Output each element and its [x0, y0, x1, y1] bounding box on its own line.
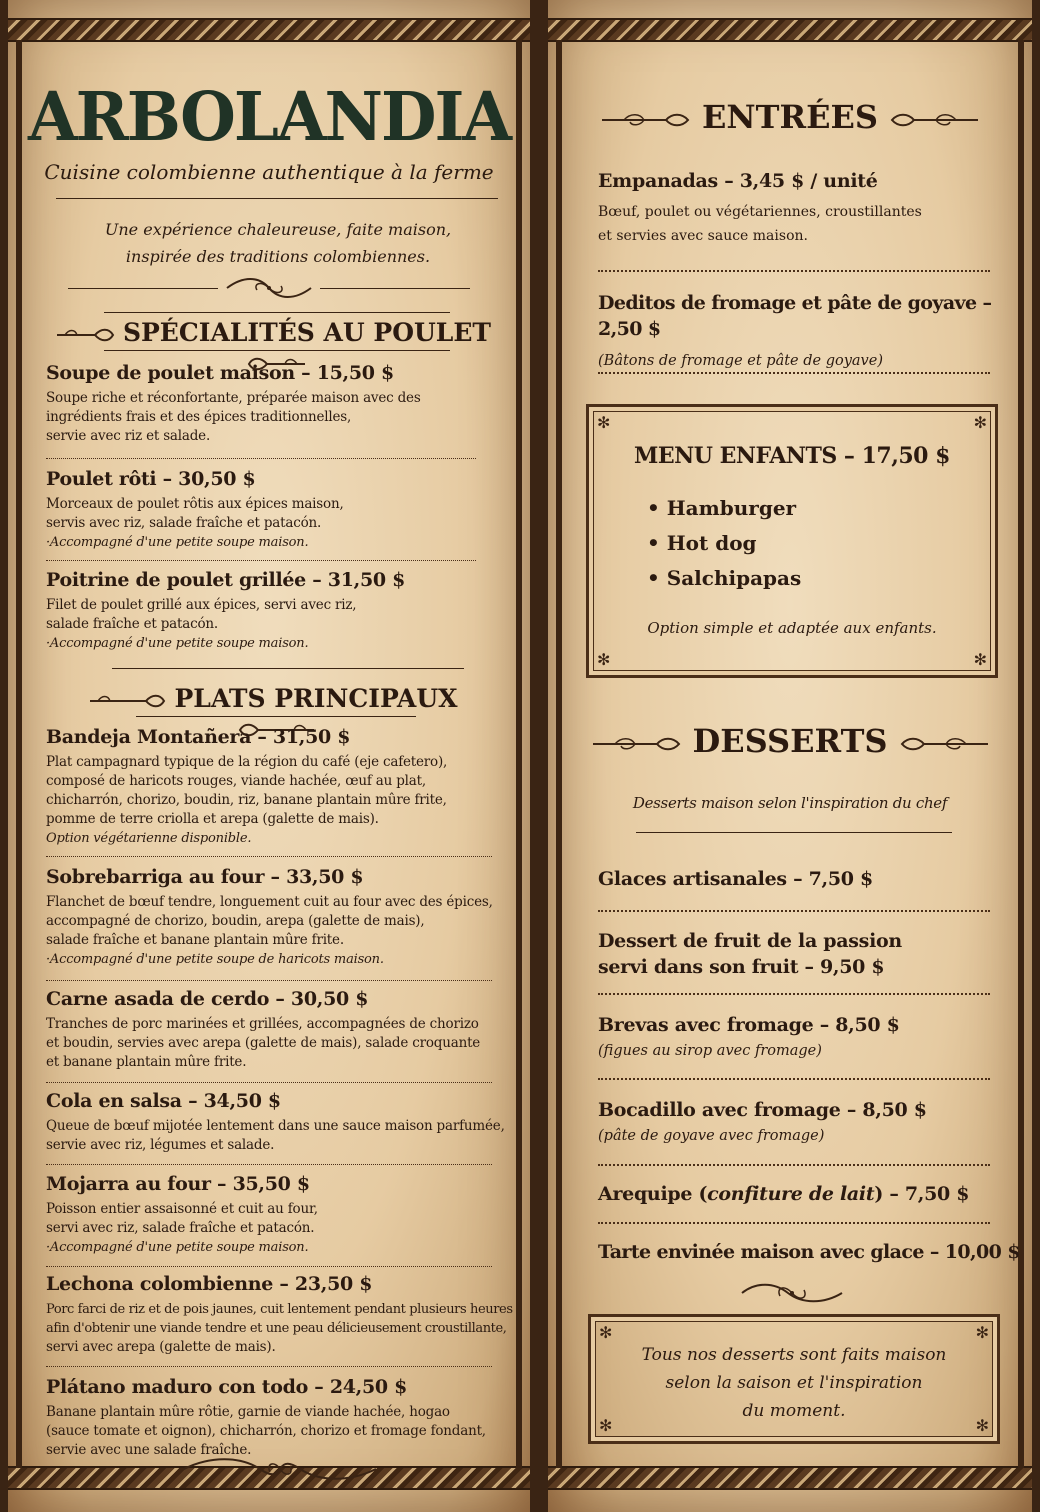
divider [104, 312, 450, 313]
right-flourish-icon [898, 734, 990, 754]
dotted-divider [598, 1222, 990, 1224]
item-note: ·Accompagné d'une petite soupe de haricots maison. [46, 952, 384, 967]
corner-ornament-icon: ✻ [975, 1416, 989, 1435]
item-desc: servi avec arepa (galette de mais). [46, 1339, 276, 1355]
corner-ornament-icon: ✻ [597, 650, 611, 669]
left-flourish-icon [55, 326, 117, 344]
item-name: servi dans son fruit – 9,50 $ [598, 956, 885, 978]
menu-item [598, 1097, 1008, 1149]
item-desc: accompagné de chorizo, boudin, arepa (galette de mais), [46, 913, 425, 929]
dotted-divider [598, 372, 990, 374]
left-flourish-icon [88, 692, 168, 710]
item-desc: et banane plantain mûre frite. [46, 1054, 247, 1070]
menu-item [46, 1376, 516, 1460]
menu-item [598, 1239, 1032, 1265]
item-desc: (Bâtons de fromage et pâte de goyave) [598, 353, 883, 369]
corner-ornament-icon: ✻ [599, 1323, 613, 1342]
item-desc: Plat campagnard typique de la région du café (eje cafetero), [46, 754, 448, 770]
item-name-part: ) – 7,50 $ [874, 1183, 970, 1205]
section-title: DESSERTS [692, 722, 888, 760]
section-title: ENTRÉES [702, 98, 878, 136]
restaurant-name: ARBOLANDIA [27, 78, 511, 157]
dotted-divider [46, 1164, 492, 1165]
section-title: PLATS PRINCIPAUX [174, 684, 458, 713]
item-name-part: Arequipe ( [598, 1183, 708, 1205]
divider [636, 832, 952, 833]
item-name: Lechona colombienne – 23,50 $ [46, 1273, 373, 1295]
item-desc: pomme de terre criolla et arepa (galette de mais). [46, 811, 379, 827]
menu-item [46, 468, 516, 552]
divider [320, 288, 470, 289]
item-desc: (pâte de goyave avec fromage) [598, 1128, 825, 1144]
item-name: Empanadas – 3,45 $ / unité [598, 170, 878, 192]
footer-line: selon la saison et l'inspiration [665, 1373, 923, 1393]
item-desc: Bœuf, poulet ou végétariennes, croustillantes [598, 204, 922, 220]
section-header-desserts [572, 722, 1008, 760]
desserts-footer-box [588, 1314, 1000, 1444]
item-desc: servie avec riz et salade. [46, 428, 211, 444]
item-desc: afin d'obtenir une viande tendre et une peau délicieusement croustillante, [46, 1321, 507, 1336]
dotted-divider [46, 1266, 492, 1267]
item-desc: Porc farci de riz et de pois jaunes, cuit lentement pendant plusieurs heures [46, 1302, 513, 1317]
kids-menu-box [586, 404, 998, 678]
bullet-icon: • [647, 496, 660, 520]
bullet-icon: • [647, 566, 660, 590]
menu-item [598, 290, 1032, 374]
corner-ornament-icon: ✻ [973, 413, 987, 432]
item-note: Option végétarienne disponible. [46, 831, 252, 846]
restaurant-subtitle: Cuisine colombienne authentique à la ferme [44, 160, 494, 184]
tagline-line: Une expérience chaleureuse, faite maison, [104, 220, 452, 239]
divider [68, 288, 218, 289]
menu-item [46, 1090, 516, 1155]
item-name: Cola en salsa – 34,50 $ [46, 1090, 281, 1112]
item-name: Carne asada de cerdo – 30,50 $ [46, 988, 369, 1010]
item-desc: ingrédients frais et des épices traditionnelles, [46, 409, 352, 425]
item-name: Mojarra au four – 35,50 $ [46, 1173, 310, 1195]
dotted-divider [46, 1082, 492, 1083]
dotted-divider [46, 560, 476, 561]
item-name: Dessert de fruit de la passion [598, 930, 902, 952]
item-desc: composé de haricots rouges, viande hachée, œuf au plat, [46, 773, 426, 789]
left-flourish-icon [600, 110, 692, 130]
corner-ornament-icon: ✻ [597, 413, 611, 432]
menu-item [46, 1173, 516, 1257]
item-desc: Soupe riche et réconfortante, préparée maison avec des [46, 390, 421, 406]
item-desc: servi avec riz, salade fraîche et patacón. [46, 1220, 315, 1236]
item-desc: Queue de bœuf mijotée lentement dans une sauce maison parfumée, [46, 1118, 505, 1134]
section-header-entrees [578, 98, 1002, 136]
list-item [647, 491, 801, 526]
menu-item [46, 1273, 522, 1357]
menu-item [598, 1181, 1008, 1207]
item-label: Hot dog [666, 531, 757, 555]
dotted-divider [46, 980, 492, 981]
divider [136, 716, 416, 717]
kids-menu-title: MENU ENFANTS – 17,50 $ [634, 443, 950, 469]
item-desc: Flanchet de bœuf tendre, longuement cuit au four avec des épices, [46, 894, 493, 910]
item-desc: et boudin, servies avec arepa (galette de mais), salade croquante [46, 1035, 481, 1051]
dotted-divider [598, 1164, 990, 1166]
item-desc: servie avec une salade fraîche. [46, 1442, 252, 1458]
item-name: Glaces artisanales – 7,50 $ [598, 868, 873, 890]
dotted-divider [46, 856, 492, 857]
divider [104, 350, 450, 351]
item-name: Tarte envinée maison avec glace – 10,00 $ [598, 1241, 1020, 1263]
item-name [598, 1181, 1008, 1207]
item-name: Brevas avec fromage – 8,50 $ [598, 1014, 900, 1036]
item-name-italic: confiture de lait [707, 1183, 875, 1205]
item-note: ·Accompagné d'une petite soupe maison. [46, 535, 309, 550]
menu-item [46, 866, 516, 969]
dotted-divider [598, 1078, 990, 1080]
frame-right [516, 40, 522, 1468]
divider [112, 668, 464, 669]
left-menu-panel [8, 0, 530, 1512]
rope-border-top [8, 18, 530, 42]
item-name: Bocadillo avec fromage – 8,50 $ [598, 1099, 927, 1121]
left-flourish-icon [591, 734, 683, 754]
menu-item [46, 569, 516, 653]
frame-left [16, 40, 22, 1468]
desserts-intro: Desserts maison selon l'inspiration du chef [632, 794, 948, 812]
item-name: Deditos de fromage et pâte de goyave – 2,50 $ [598, 292, 992, 340]
item-label: Salchipapas [666, 566, 802, 590]
item-desc: chicharrón, chorizo, boudin, riz, banane plantain mûre frite, [46, 792, 447, 808]
item-desc: et servies avec sauce maison. [598, 228, 808, 244]
dotted-divider [46, 458, 476, 459]
corner-ornament-icon: ✻ [975, 1323, 989, 1342]
rope-border-top [548, 18, 1032, 42]
menu-item [598, 928, 1008, 980]
kids-menu-list [647, 491, 801, 596]
item-name: Poulet rôti – 30,50 $ [46, 468, 256, 490]
section-title: SPÉCIALITÉS AU POULET [122, 318, 492, 347]
item-note: ·Accompagné d'une petite soupe maison. [46, 1240, 309, 1255]
corner-ornament-icon: ✻ [599, 1416, 613, 1435]
rope-border-bottom [548, 1466, 1032, 1490]
right-flourish-icon [888, 110, 980, 130]
item-desc: salade fraîche et banane plantain mûre frite. [46, 932, 344, 948]
item-label: Hamburger [666, 496, 797, 520]
menu-item [598, 866, 1008, 892]
frame-left [556, 40, 562, 1468]
item-desc: Filet de poulet grillé aux épices, servi avec riz, [46, 597, 357, 613]
bullet-icon: • [647, 531, 660, 555]
desserts-footer-text [591, 1341, 997, 1425]
right-menu-panel [548, 0, 1032, 1512]
list-item [647, 526, 801, 561]
list-item [647, 561, 801, 596]
item-note: ·Accompagné d'une petite soupe maison. [46, 636, 309, 651]
item-name: Bandeja Montañera – 31,50 $ [46, 726, 351, 748]
item-desc: servie avec riz, légumes et salade. [46, 1137, 275, 1153]
item-name: Soupe de poulet maison – 15,50 $ [46, 362, 394, 384]
item-desc: salade fraîche et patacón. [46, 616, 218, 632]
item-name: Poitrine de poulet grillée – 31,50 $ [46, 569, 406, 591]
scroll-ornament-icon [223, 274, 315, 302]
dotted-divider [46, 1366, 492, 1367]
dotted-divider [598, 993, 990, 995]
tagline-line: inspirée des traditions colombiennes. [125, 247, 431, 266]
menu-item [598, 1012, 1008, 1064]
menu-item [46, 726, 516, 848]
menu-item [598, 168, 1008, 248]
item-desc: Morceaux de poulet rôtis aux épices maison, [46, 496, 344, 512]
item-desc: (sauce tomate et oignon), chicharrón, chorizo et fromage fondant, [46, 1423, 486, 1439]
corner-ornament-icon: ✻ [973, 650, 987, 669]
footer-line: Tous nos desserts sont faits maison [641, 1345, 947, 1365]
menu-item [46, 988, 516, 1072]
bottom-scroll-ornament-icon [180, 1454, 380, 1484]
restaurant-tagline [68, 216, 488, 270]
dotted-divider [598, 270, 990, 272]
item-name: Sobrebarriga au four – 33,50 $ [46, 866, 364, 888]
item-desc: Poisson entier assaisonné et cuit au four, [46, 1201, 318, 1217]
item-name: Plátano maduro con todo – 24,50 $ [46, 1376, 408, 1398]
item-desc: (figues au sirop avec fromage) [598, 1043, 822, 1059]
footer-line: du moment. [742, 1401, 846, 1421]
item-desc: servis avec riz, salade fraîche et patacón. [46, 515, 322, 531]
scroll-ornament-icon [738, 1278, 846, 1308]
divider [56, 198, 498, 199]
kids-menu-note: Option simple et adaptée aux enfants. [647, 619, 937, 637]
dotted-divider [598, 910, 990, 912]
item-desc: Banane plantain mûre rôtie, garnie de viande hachée, hogao [46, 1404, 450, 1420]
item-desc: Tranches de porc marinées et grillées, accompagnées de chorizo [46, 1016, 479, 1032]
menu-item [46, 362, 516, 446]
